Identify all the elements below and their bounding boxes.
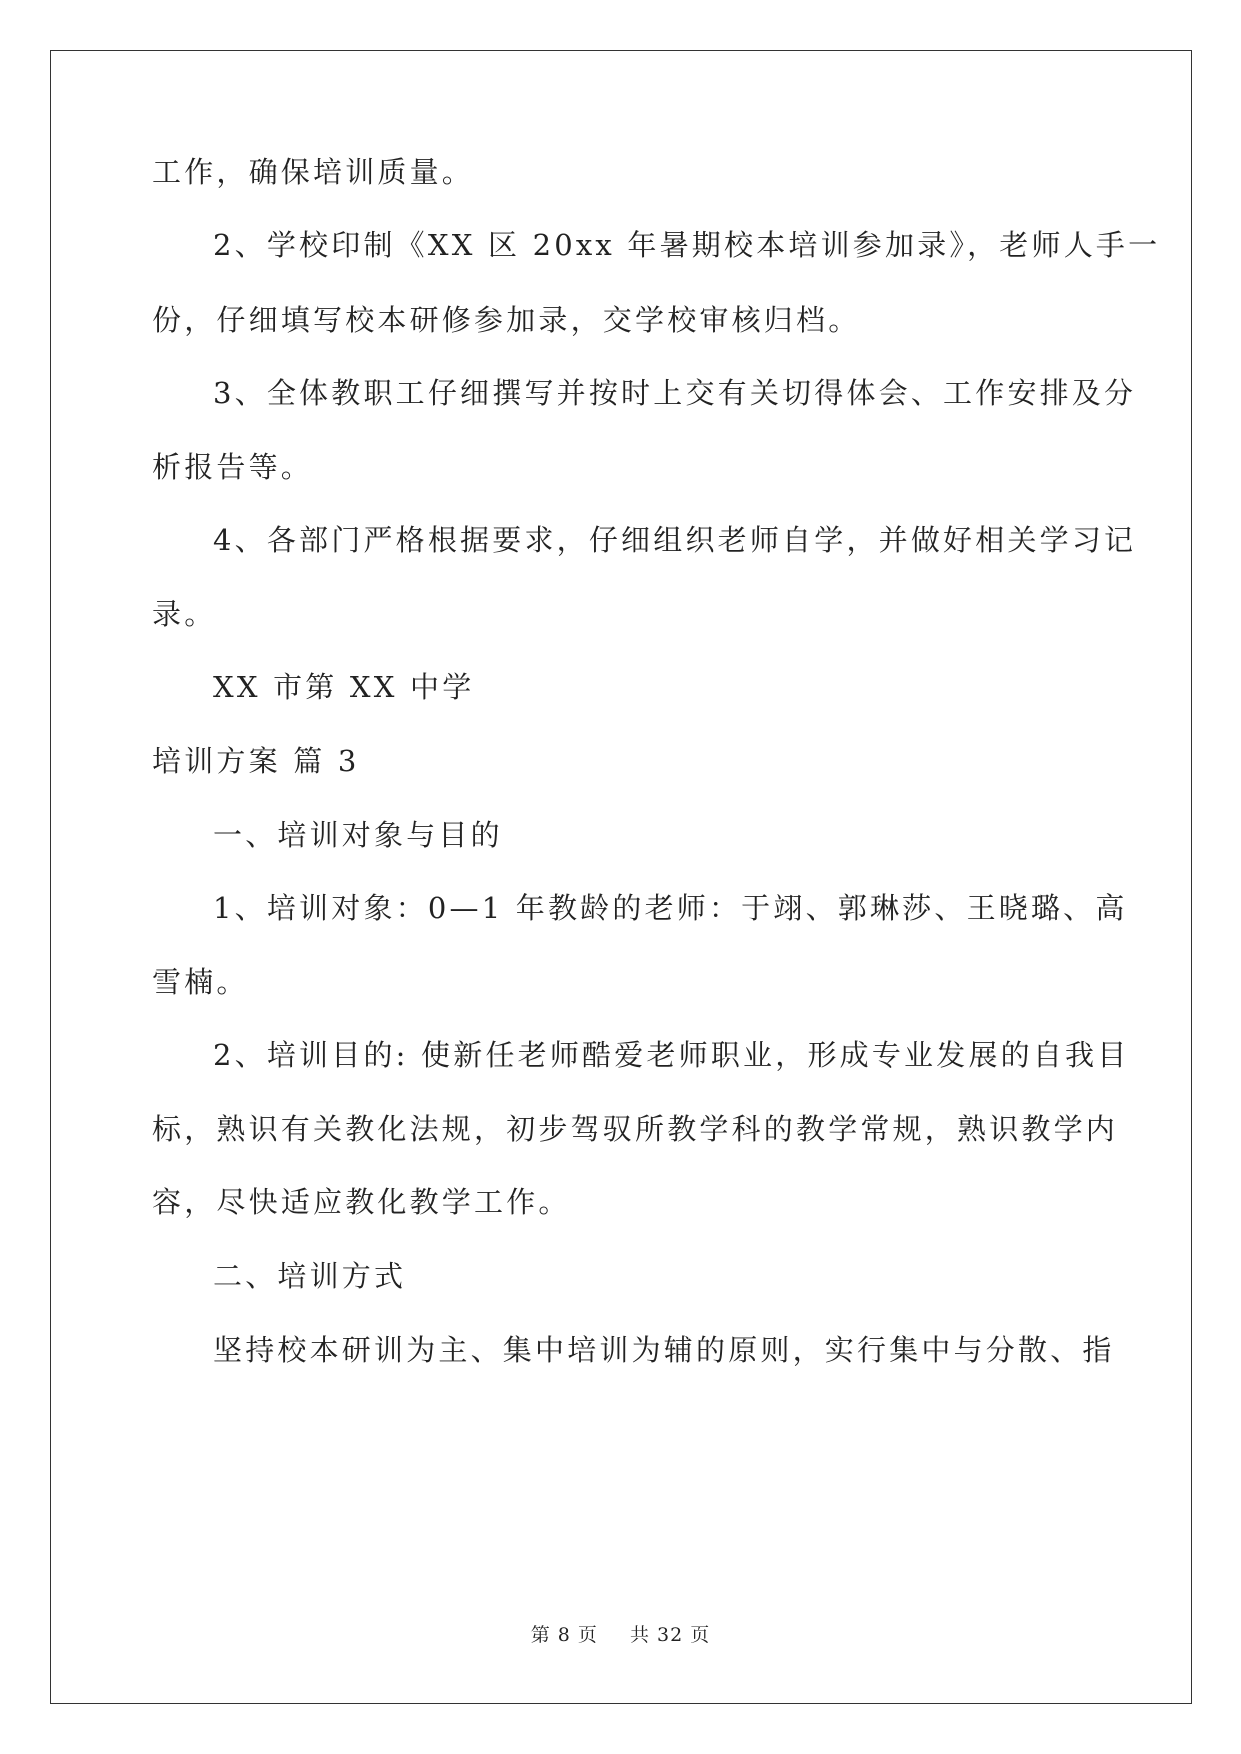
page-border bbox=[50, 50, 1192, 1704]
text-line: 1、培训对象：0—1 年教龄的老师：于翊、郭琳莎、王晓璐、高 bbox=[213, 891, 1128, 925]
text-line: 4、各部门严格根据要求，仔细组织老师自学，并做好相关学习记 bbox=[213, 523, 1137, 557]
text-line: 录。 bbox=[152, 597, 217, 631]
text-line: 雪楠。 bbox=[152, 965, 249, 999]
section-heading: 二、培训方式 bbox=[213, 1259, 407, 1293]
text-line: 容，尽快适应教化教学工作。 bbox=[152, 1185, 571, 1219]
text-line: 2、学校印制《XX 区 20xx 年暑期校本培训参加录》，老师人手一 bbox=[213, 228, 1161, 262]
text-line: 坚持校本研训为主、集中培训为辅的原则，实行集中与分散、指 bbox=[213, 1333, 1115, 1367]
text-line: 析报告等。 bbox=[152, 450, 314, 484]
text-line: 份，仔细填写校本研修参加录，交学校审核归档。 bbox=[152, 303, 861, 337]
text-line: XX 市第 XX 中学 bbox=[213, 670, 475, 704]
text-line: 工作，确保培训质量。 bbox=[152, 155, 475, 189]
text-line: 2、培训目的: 使新任老师酷爱老师职业，形成专业发展的自我目 bbox=[213, 1038, 1130, 1072]
page-number: 第 8 页 bbox=[530, 1624, 598, 1646]
text-line: 3、全体教职工仔细撰写并按时上交有关切得体会、工作安排及分 bbox=[213, 376, 1137, 410]
section-heading: 培训方案 篇 3 bbox=[152, 744, 360, 778]
text-line: 标，熟识有关教化法规，初步驾驭所教学科的教学常规，熟识教学内 bbox=[152, 1112, 1119, 1146]
page-footer bbox=[0, 1620, 1241, 1647]
section-heading: 一、培训对象与目的 bbox=[213, 818, 503, 852]
page-total: 共 32 页 bbox=[630, 1624, 711, 1646]
